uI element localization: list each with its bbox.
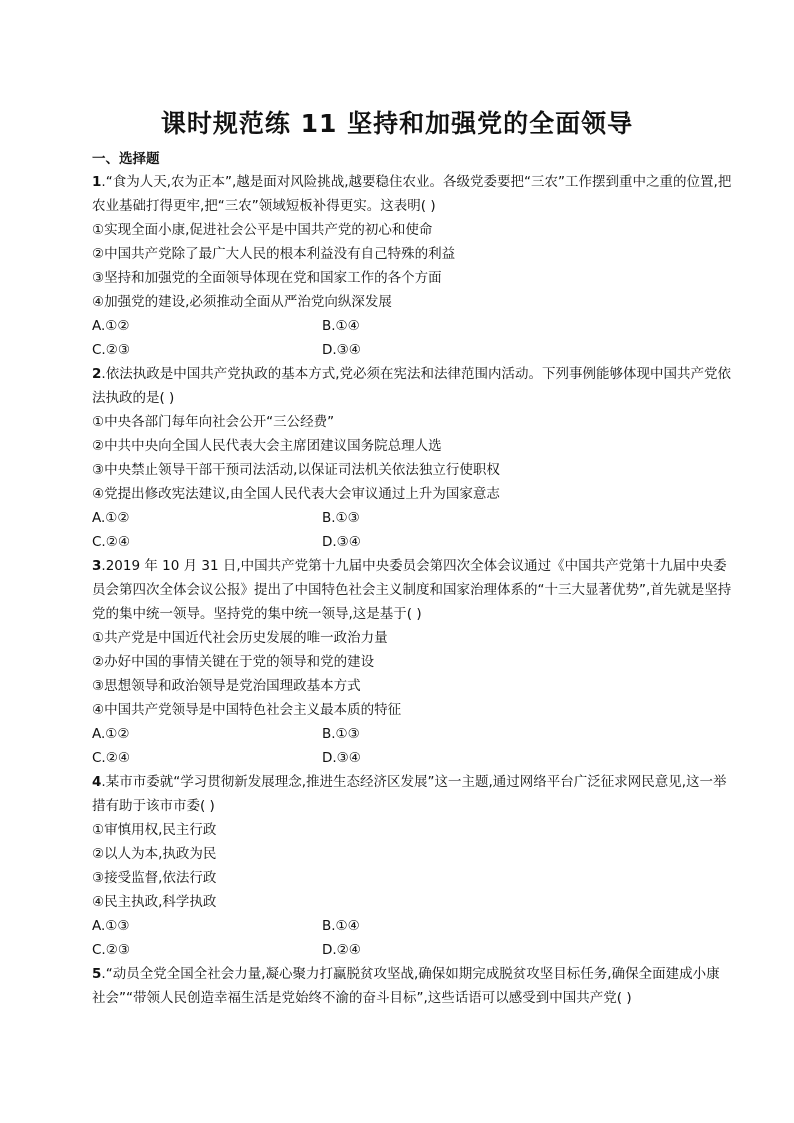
statement-item: ①审慎用权,民主行政 [92,822,217,838]
question-text: .依法执政是中国共产党执政的基本方式,党必须在宪法和法律范围内活动。下列事例能够体现中国共产党依法执政的是( ) [92,366,731,406]
question-number: 3 [92,558,102,574]
option-row [92,722,732,746]
option-c: C.②③ [92,942,130,958]
question-number: 2 [92,366,102,382]
question-text: .“动员全党全国全社会力量,凝心聚力打赢脱贫攻坚战,确保如期完成脱贫攻坚目标任务,确保全面建成小康社会”“带领人民创造幸福生活是党始终不渝的奋斗目标”,这些话语可以感受到中国共产党( ) [92,966,720,1006]
page-title: 课时规范练 11 坚持和加强党的全面领导 [160,109,634,138]
option-c: C.②③ [92,342,130,358]
option-row [92,314,732,338]
option-row [92,530,732,554]
option-b: B.①④ [322,918,360,934]
option-row [92,938,732,962]
option-row [92,338,732,362]
question-number: 5 [92,966,102,982]
option-row [92,914,732,938]
statement-item: ④民主执政,科学执政 [92,894,217,910]
statement-item: ④党提出修改宪法建议,由全国人民代表大会审议通过上升为国家意志 [92,486,500,502]
option-c: C.②④ [92,534,130,550]
option-d: D.③④ [322,534,361,550]
question-2 [92,362,732,554]
option-row [92,506,732,530]
statement-item: ③思想领导和政治领导是党治国理政基本方式 [92,678,361,694]
option-d: D.③④ [322,342,361,358]
option-c: C.②④ [92,750,130,766]
option-b: B.①④ [322,318,360,334]
statement-item: ①实现全面小康,促进社会公平是中国共产党的初心和使命 [92,222,433,238]
statement-item: ④中国共产党领导是中国特色社会主义最本质的特征 [92,702,402,718]
question-text: .2019 年 10 月 31 日,中国共产党第十九届中央委员会第四次全体会议通过《中国共产党第十九届中央委员会第四次全体会议公报》提出了中国特色社会主义制度和国家治理体系的“十三大显著优势”,首先就是坚持党的集中统一领导。坚持党的集中统一领导,这是基于( ) [92,558,732,622]
option-d: D.②④ [322,942,361,958]
statement-item: ③中央禁止领导干部干预司法活动,以保证司法机关依法独立行使职权 [92,462,500,478]
question-text: .“食为人天,农为正本”,越是面对风险挑战,越要稳住农业。各级党委要把“三农”工作摆到重中之重的位置,把农业基础打得更牢,把“三农”领域短板补得更实。这表明( ) [92,174,732,214]
section-heading: 一、选择题 [92,151,160,167]
question-stem [92,962,732,1010]
option-b: B.①③ [322,726,360,742]
question-number: 1 [92,174,102,190]
question-stem [92,770,732,818]
statement-item: ④加强党的建设,必须推动全面从严治党向纵深发展 [92,294,392,310]
question-3 [92,554,732,770]
question-1 [92,170,732,362]
content-area [92,148,732,1010]
option-a: A.①② [92,318,130,334]
question-stem [92,170,732,218]
option-a: A.①③ [92,918,130,934]
statement-item: ②中国共产党除了最广大人民的根本利益没有自己特殊的利益 [92,246,456,262]
option-d: D.③④ [322,750,361,766]
question-5 [92,962,732,1010]
statement-item: ①中央各部门每年向社会公开“三公经费” [92,414,335,430]
option-row [92,746,732,770]
statement-item: ②中共中央向全国人民代表大会主席团建议国务院总理人选 [92,438,442,454]
question-stem [92,554,732,626]
option-a: A.①② [92,726,130,742]
question-number: 4 [92,774,102,790]
statement-item: ②办好中国的事情关键在于党的领导和党的建设 [92,654,375,670]
question-stem [92,362,732,410]
question-text: .某市市委就“学习贯彻新发展理念,推进生态经济区发展”这一主题,通过网络平台广泛征求网民意见,这一举措有助于该市市委( ) [92,774,727,814]
option-a: A.①② [92,510,130,526]
option-b: B.①③ [322,510,360,526]
question-4 [92,770,732,962]
statement-item: ③接受监督,依法行政 [92,870,217,886]
statement-item: ①共产党是中国近代社会历史发展的唯一政治力量 [92,630,388,646]
statement-item: ③坚持和加强党的全面领导体现在党和国家工作的各个方面 [92,270,442,286]
statement-item: ②以人为本,执政为民 [92,846,217,862]
